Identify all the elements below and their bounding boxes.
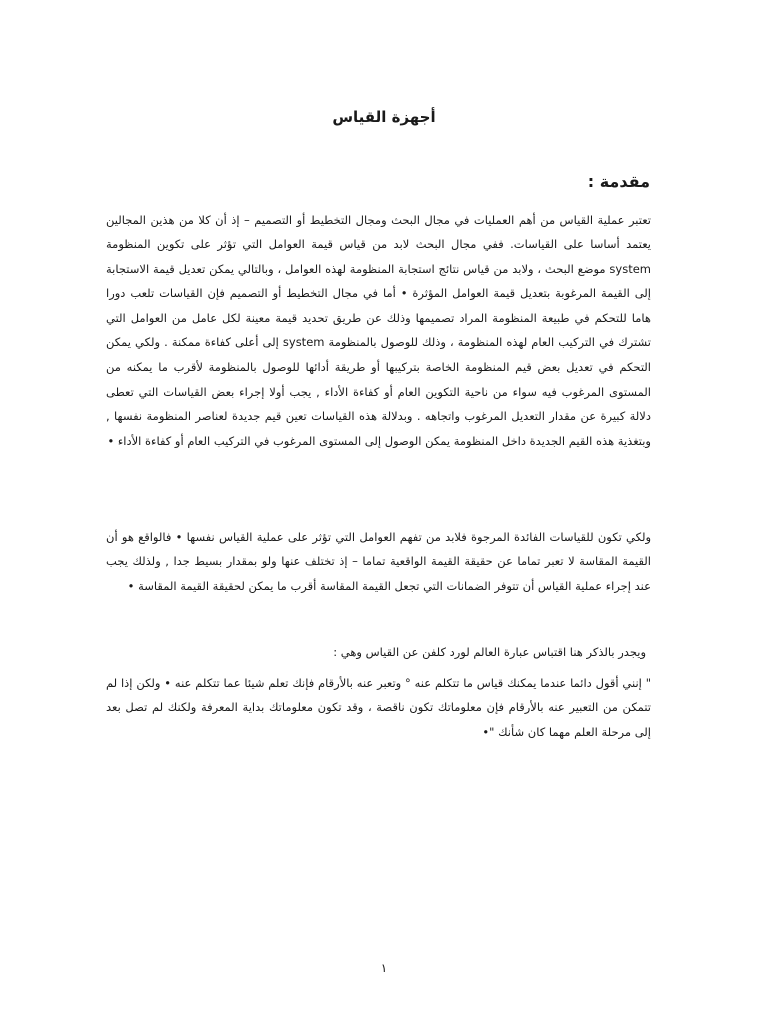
- document-title: أجهزة القياس: [332, 108, 436, 126]
- page-number: ١: [380, 961, 388, 975]
- paragraph-quote-intro: ويجدر بالذكر هنا اقتباس عبارة العالم لورد كلفن عن القياس وهي :: [333, 644, 646, 659]
- paragraph-kelvin-quote: " إنني أقول دائما عندما يمكنك قياس ما تتكلم عنه ° وتعبر عنه بالأرقام فإنك تعلم شيئا عما تتكلم عنه • ولكن إذا لم تتمكن من التعبير عنه بالأرقام فإن معلوماتك تكون ناقصة ، وقد تكون معلوماتك بداية المعرفة ولكنك لم تصل بعد إلى مرحلة العلم مهما كان شأنك "•: [106, 675, 651, 739]
- paragraph-introduction: تعتبر عملية القياس من أهم العمليات في مجال البحث ومجال التخطيط أو التصميم – إذ أن كلا من هذين المجالين يعتمد أساسا على القياسات. ففي مجال البحث لابد من قياس قيمة العوامل التي تؤثر على تكوين المنظومة system موضع البحث ، ولابد من قياس نتائج استجابة المنظومة لهذه العوامل ، وبالتالي يمكن تعديل قيمة الاستجابة إلى القيمة المرغوبة بتعديل قيمة العوامل المؤثرة • أما في مجال التخطيط أو التصميم فإن القياسات تلعب دورا هاما للتحكم في طبيعة المنظومة المراد تصميمها وذلك عن طريق تحديد قيمة معينة لكل عامل من العوامل التي تشترك في التركيب العام لهذه المنظومة ، وذلك للوصول بالمنظومة system إلى أعلى كفاءة ممكنة . ولكي يمكن التحكم في تعديل بعض قيم المنظومة الخاصة بتركيبها أو طريقة أدائها للوصول بالمنظومة لأقرب ما يمكنه من المستوى المرغوب فيه سواء من ناحية التكوين العام أو كفاءة الأداء , يجب أولا إجراء بعض القياسات التي تعطى دلالة كبيرة عن مقدار التعديل المرغوب واتجاهه . وبدلالة هذه القياسات تعين قيم جديدة لعناصر المنظومة نفسها , وبتغذية هذه القيم الجديدة داخل المنظومة يمكن الوصول إلى المستوى المرغوب في التركيب العام أو كفاءة الأداء •: [106, 212, 651, 448]
- paragraph-measurement-value: ولكي تكون للقياسات الفائدة المرجوة فلابد من تفهم العوامل التي تؤثر على عملية القياس نفسها • فالواقع هو أن القيمة المقاسة لا تعبر تماما عن حقيقة القيمة الواقعية تماما – إذ تختلف عنها ولو بمقدار بسيط جدا , ولذلك يجب عند إجراء عملية القياس أن تتوفر الضمانات التي تجعل القيمة المقاسة أقرب ما يمكن لحقيقة القيمة المقاسة •: [106, 529, 651, 593]
- section-heading: مقدمة :: [587, 172, 650, 191]
